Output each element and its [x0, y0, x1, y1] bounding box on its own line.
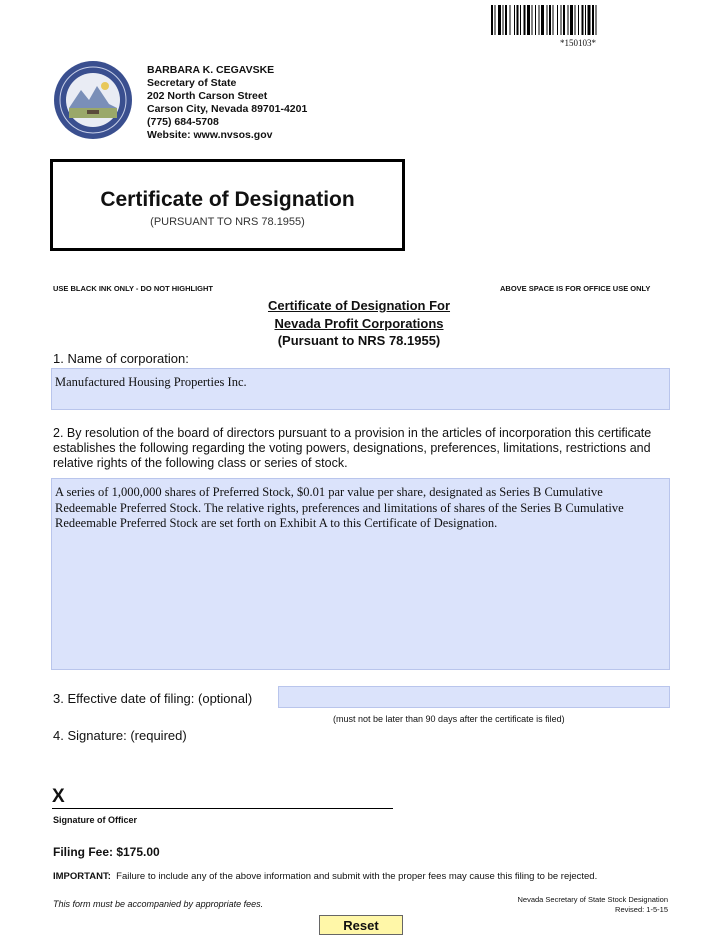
- stock-designation-field[interactable]: A series of 1,000,000 shares of Preferred Stock, $0.01 par value per share, designated as Series B Cumulative Redeemable Preferred Stock. The relative rights, preferences and limitations of shares of the Series B Cumulative Redeemable Preferred Stock are set forth on Exhibit A to this Certificate of Designation.: [51, 478, 670, 670]
- corporation-name-field[interactable]: Manufactured Housing Properties Inc.: [51, 368, 670, 410]
- form-title: Certificate of Designation: [100, 188, 355, 211]
- barcode-bar: [575, 5, 576, 35]
- signature-label: 4. Signature: (required): [53, 728, 187, 743]
- effective-date-note: (must not be later than 90 days after the certificate is filed): [333, 714, 565, 724]
- agency-city: Carson City, Nevada 89701-4201: [147, 103, 308, 115]
- important-label: IMPORTANT:: [53, 871, 111, 882]
- agency-website: Website: www.nvsos.gov: [147, 129, 273, 141]
- barcode-bar: [596, 5, 597, 35]
- barcode: [491, 5, 667, 35]
- barcode-bar: [532, 5, 533, 35]
- agency-phone: (775) 684-5708: [147, 116, 219, 128]
- barcode-bar: [557, 5, 558, 35]
- corporation-name-label: 1. Name of corporation:: [53, 351, 189, 366]
- agency-street: 202 North Carson Street: [147, 90, 268, 102]
- barcode-bar: [561, 5, 562, 35]
- ink-note: USE BLACK INK ONLY - DO NOT HIGHLIGHT: [53, 284, 214, 293]
- effective-date-label: 3. Effective date of filing: (optional): [53, 691, 253, 706]
- signature-mark: X: [52, 786, 65, 807]
- barcode-bar: [592, 5, 594, 35]
- barcode-bar: [503, 5, 504, 35]
- form-reference: [470, 895, 668, 915]
- barcode-bar: [582, 5, 584, 35]
- important-text: Failure to include any of the above information and submit with the proper fees may cause this filing to be rejected.: [110, 871, 598, 882]
- barcode-bar: [549, 5, 551, 35]
- section-heading-line2: Nevada Profit Corporations: [274, 316, 444, 331]
- signature-caption: Signature of Officer: [53, 815, 138, 825]
- barcode-bar: [524, 5, 526, 35]
- barcode-bar: [495, 5, 496, 35]
- barcode-bar: [514, 5, 515, 35]
- fees-notice: This form must be accompanied by appropriate fees.: [53, 899, 264, 909]
- form-name: Nevada Secretary of State Stock Designation: [517, 895, 668, 904]
- barcode-bar: [505, 5, 507, 35]
- barcode-bar: [570, 5, 573, 35]
- reset-button[interactable]: Reset: [319, 915, 403, 935]
- secretary-name: BARBARA K. CEGAVSKE: [147, 64, 275, 76]
- title-box: [50, 159, 405, 251]
- filing-fee: Filing Fee: $175.00: [53, 845, 160, 859]
- section-heading-line1: Certificate of Designation For: [267, 298, 451, 313]
- barcode-bar: [553, 5, 554, 35]
- agency-header: [147, 64, 307, 142]
- barcode-bar: [539, 5, 540, 35]
- barcode-bar: [588, 5, 591, 35]
- barcode-bar: [585, 5, 586, 35]
- barcode-bar: [527, 5, 530, 35]
- barcode-number: *150103*: [560, 38, 596, 48]
- section-heading-line3: (Pursuant to NRS 78.1955): [277, 333, 441, 348]
- barcode-bar: [535, 5, 536, 35]
- secretary-title: Secretary of State: [147, 77, 237, 89]
- effective-date-field[interactable]: [278, 686, 670, 708]
- barcode-bar: [498, 5, 501, 35]
- barcode-bar: [517, 5, 519, 35]
- signature-line[interactable]: [52, 808, 393, 809]
- barcode-bar: [510, 5, 511, 35]
- state-seal-icon: [53, 60, 133, 140]
- barcode-bar: [520, 5, 521, 35]
- barcode-bar: [547, 5, 548, 35]
- barcode-bar: [563, 5, 565, 35]
- important-notice: [53, 871, 597, 882]
- office-use-note: ABOVE SPACE IS FOR OFFICE USE ONLY: [500, 284, 651, 293]
- barcode-bar: [541, 5, 544, 35]
- barcode-bar: [491, 5, 493, 35]
- barcode-bar: [578, 5, 579, 35]
- resolution-label: 2. By resolution of the board of directors pursuant to a provision in the articles of incorporation this certificate establishes the following regarding the voting powers, designations, preferences, limitations, restrictions and relative rights of the following class or series of stock.: [53, 426, 652, 470]
- barcode-bar: [568, 5, 569, 35]
- form-revision: Revised: 1-5-15: [615, 905, 668, 914]
- form-subtitle: (PURSUANT TO NRS 78.1955): [150, 216, 305, 228]
